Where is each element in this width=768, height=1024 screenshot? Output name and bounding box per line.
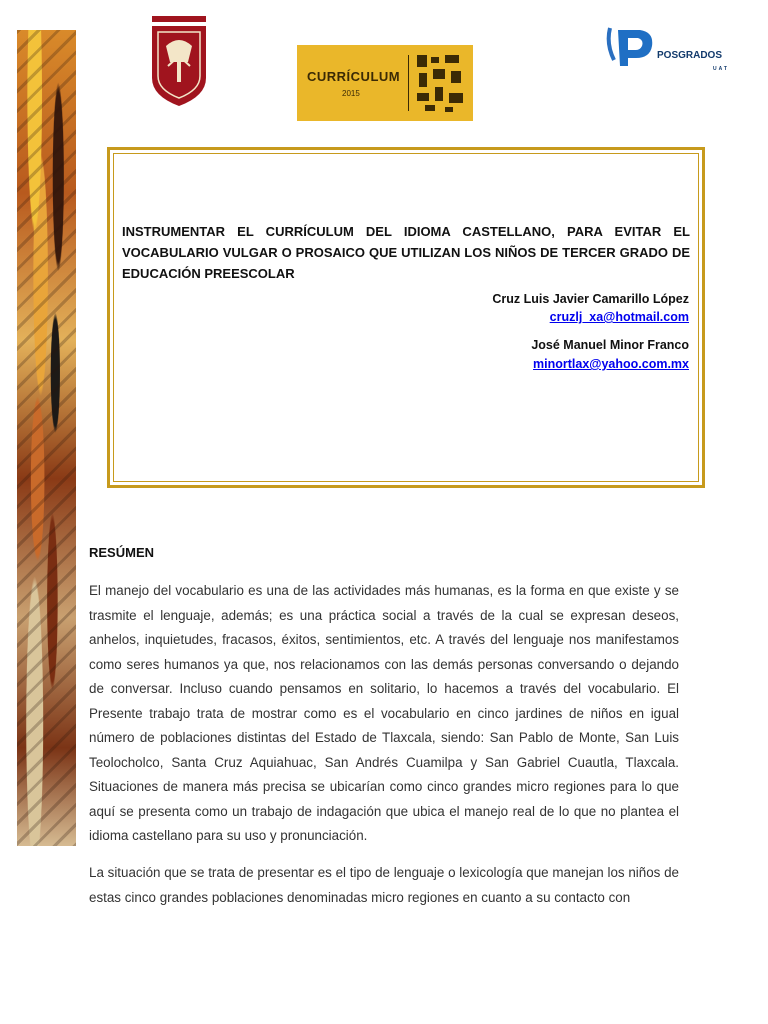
posgrados-logo-subtitle: UAT (713, 66, 729, 72)
abstract-heading: RESÚMEN (89, 545, 155, 560)
decorative-mural (17, 30, 76, 846)
curriculum-logo-year: 2015 (342, 89, 360, 98)
university-shield-icon (150, 16, 208, 106)
curriculum-logo (297, 45, 473, 121)
author-name: José Manuel Minor Franco (531, 338, 689, 352)
abstract-paragraph: El manejo del vocabulario es una de las actividades más humanas, es la forma en que existe y se trasmite el lenguaje, además; es una práctica social a través de la cual se expresan deseos, anhelos, inquietudes, fracasos, éxitos, sentimientos, etc. A través del lenguaje nos manifestamos como seres humanos ya que, nos relacionamos con las demás personas conversando o dejando de conversar. Incluso cuando pensamos en solitario, lo hacemos a través del vocabulario. El Presente trabajo trata de mostrar como es el vocabulario en cinco jardines de niños en igual número de poblaciones distintas del Estado de Tlaxcala, siendo: San Pablo de Monte, San Luis Teolocholco, Santa Cruz Aquiahuac, San Andrés Cuamilpa y San Gabriel Cuautla, Tlaxcala. Situaciones de manera más precisa se ubicarían como cinco grandes micro regiones para lo que aquí se presenta como un trabajo de indagación que ubica el manejo real de lo que no plantea el idioma castellano para su uso y pronunciación. (89, 583, 679, 843)
author-name: Cruz Luis Javier Camarillo López (492, 292, 689, 306)
author-email-link[interactable]: minortlax@yahoo.com.mx (533, 357, 689, 371)
glyph-pattern-icon (415, 53, 467, 113)
paper-title: INSTRUMENTAR EL CURRÍCULUM DEL IDIOMA CASTELLANO, PARA EVITAR EL VOCABULARIO VULGAR O PROSAICO QUE UTILIZAN LOS NIÑOS DE TERCER GRADO DE EDUCACIÓN PREESCOLAR (122, 224, 690, 281)
posgrados-logo-title: POSGRADOS (657, 50, 723, 61)
curriculum-logo-title: CURRÍCULUM (307, 69, 401, 84)
author-email-link[interactable]: cruzlj_xa@hotmail.com (549, 310, 689, 324)
curriculum-logo-divider (408, 55, 409, 111)
abstract-paragraph: La situación que se trata de presentar es el tipo de lenguaje o lexicología que manejan los niños de estas cinco grandes poblaciones denominadas micro regiones en cuanto a su contacto con (89, 865, 679, 905)
